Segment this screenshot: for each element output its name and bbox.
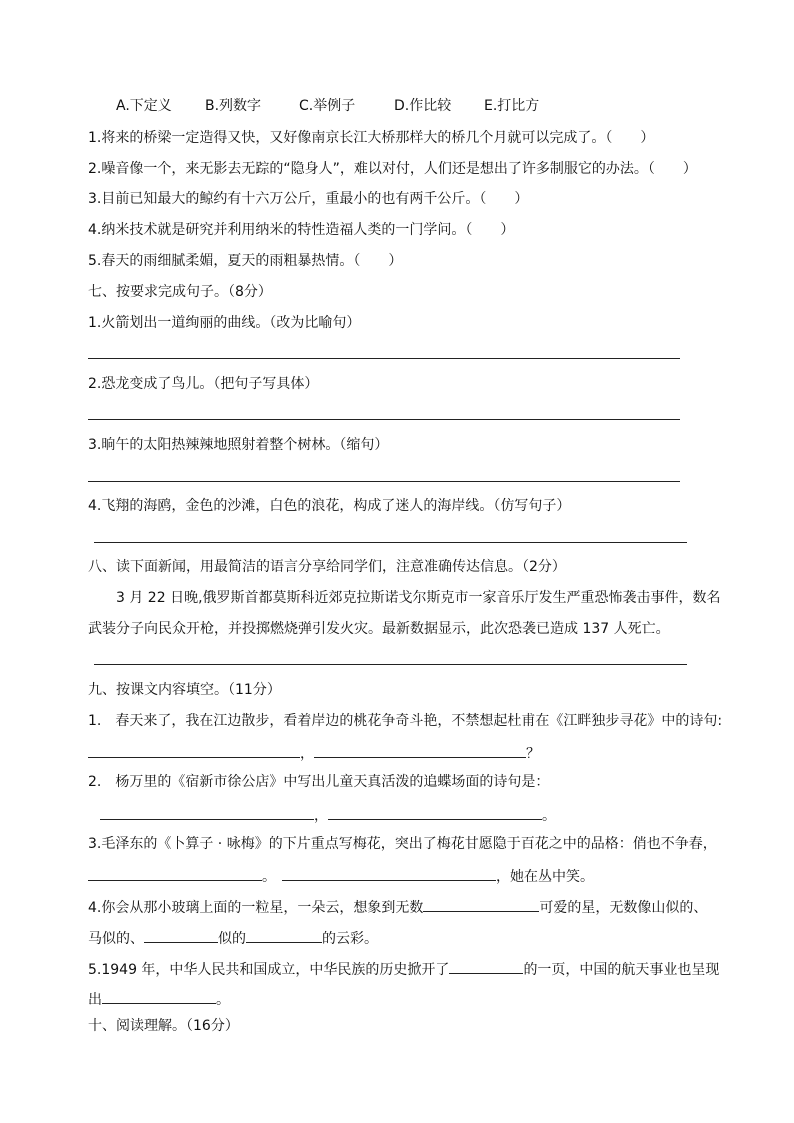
q5-text-b: 的一页，中国的航天事业也呈现 xyxy=(523,962,720,978)
period: 。 xyxy=(262,869,276,885)
s9-q4-line-1 xyxy=(88,896,707,917)
fill-blank[interactable] xyxy=(449,958,523,974)
option-e: E.打比方 xyxy=(484,98,540,114)
s6-item-2: 2.噪音像一个，来无影去无踪的“隐身人”，难以对付，人们还是想出了许多制服它的办法。（ ） xyxy=(88,161,697,177)
s9-q2-answer-row xyxy=(100,804,556,825)
s9-q1-answer-row xyxy=(88,742,540,763)
s7-item-4: 4.飞翔的海鸥，金色的沙滩，白色的浪花，构成了迷人的海岸线。（仿写句子） xyxy=(88,498,571,514)
s9-q3-text: 3.毛泽东的《卜算子 · 咏梅》的下片重点写梅花，突出了梅花甘愿隐于百花之中的品格：俏也不争春， xyxy=(88,836,717,852)
news-line-1: 3 月 22 日晚,俄罗斯首都莫斯科近郊克拉斯诺戈尔斯克市一家音乐厅发生严重恐怖袭击事件，数名 xyxy=(116,590,721,606)
q4-text-e: 的云彩。 xyxy=(322,931,378,947)
q3-ending: ，她在丛中笑。 xyxy=(496,869,594,885)
answer-line-s7-3[interactable] xyxy=(88,481,680,482)
fill-blank[interactable] xyxy=(328,804,542,820)
section-8-heading: 八、读下面新闻，用最简洁的语言分享给同学们，注意准确传达信息。（2分） xyxy=(88,559,566,575)
fill-blank[interactable] xyxy=(282,865,496,881)
fill-blank[interactable] xyxy=(100,804,314,820)
answer-line-s7-4[interactable] xyxy=(94,542,687,543)
fill-blank[interactable] xyxy=(102,988,216,1004)
option-a: A.下定义 xyxy=(116,98,172,114)
s6-item-4: 4.纳米技术就是研究并利用纳米的特性造福人类的一门学问。（ ） xyxy=(88,222,515,238)
option-b: B.列数字 xyxy=(205,98,262,114)
q4-text-c: 马似的、 xyxy=(88,931,144,947)
comma: ， xyxy=(314,808,328,824)
s7-item-2: 2.恐龙变成了鸟儿。（把句子写具体） xyxy=(88,376,319,392)
s9-q2-text: 2. 杨万里的《宿新市徐公店》中写出儿童天真活泼的追蝶场面的诗句是： xyxy=(88,774,550,790)
section-7-heading: 七、按要求完成句子。（8分） xyxy=(88,284,272,300)
section-10-heading: 十、阅读理解。（16分） xyxy=(88,1018,239,1034)
q5-text-d: 。 xyxy=(216,992,230,1008)
s9-q3-answer-row xyxy=(88,865,594,886)
q4-text-a: 4.你会从那小玻璃上面的一粒星，一朵云，想象到无数 xyxy=(88,900,424,916)
comma: ， xyxy=(300,746,314,762)
s9-q5-line-2 xyxy=(88,988,230,1009)
q5-text-a: 5.1949 年，中华人民共和国成立，中华民族的历史掀开了 xyxy=(88,962,450,978)
s6-item-1: 1.将来的桥梁一定造得又快，又好像南京长江大桥那样大的桥几个月就可以完成了。（ ） xyxy=(88,130,655,146)
fill-blank[interactable] xyxy=(423,896,539,912)
answer-line-s7-2[interactable] xyxy=(88,419,680,420)
s6-item-5: 5.春天的雨细腻柔媚，夏天的雨粗暴热情。（ ） xyxy=(88,253,403,269)
period: 。 xyxy=(542,808,556,824)
s6-item-3: 3.目前已知最大的鲸约有十六万公斤，重最小的也有两千公斤。（ ） xyxy=(88,191,529,207)
fill-blank[interactable] xyxy=(246,927,322,943)
news-line-2: 武装分子向民众开枪，并投掷燃烧弹引发火灾。最新数据显示，此次恐袭已造成 137 人死亡。 xyxy=(88,621,670,637)
q4-text-d: 似的 xyxy=(218,931,246,947)
q4-text-b: 可爱的星，无数像山似的、 xyxy=(539,900,708,916)
s9-q5-line-1 xyxy=(88,958,719,979)
q5-text-c: 出 xyxy=(88,992,102,1008)
s7-item-3: 3.晌午的太阳热辣辣地照射着整个树林。（缩句） xyxy=(88,437,389,453)
answer-line-s7-1[interactable] xyxy=(88,358,680,359)
fill-blank[interactable] xyxy=(88,742,300,758)
s9-q1-text: 1. 春天来了，我在江边散步，看着岸边的桃花争奇斗艳，不禁想起杜甫在《江畔独步寻花》中的诗句: xyxy=(88,713,723,729)
question-mark: ？ xyxy=(526,746,540,762)
section-9-heading: 九、按课文内容填空。（11分） xyxy=(88,682,281,698)
s9-q4-line-2 xyxy=(88,927,378,948)
option-c: C.举例子 xyxy=(299,98,356,114)
fill-blank[interactable] xyxy=(144,927,218,943)
fill-blank[interactable] xyxy=(88,865,262,881)
answer-line-s8[interactable] xyxy=(94,664,687,665)
option-d: D.作比较 xyxy=(394,98,452,114)
fill-blank[interactable] xyxy=(314,742,526,758)
s7-item-1: 1.火箭划出一道绚丽的曲线。（改为比喻句） xyxy=(88,315,361,331)
